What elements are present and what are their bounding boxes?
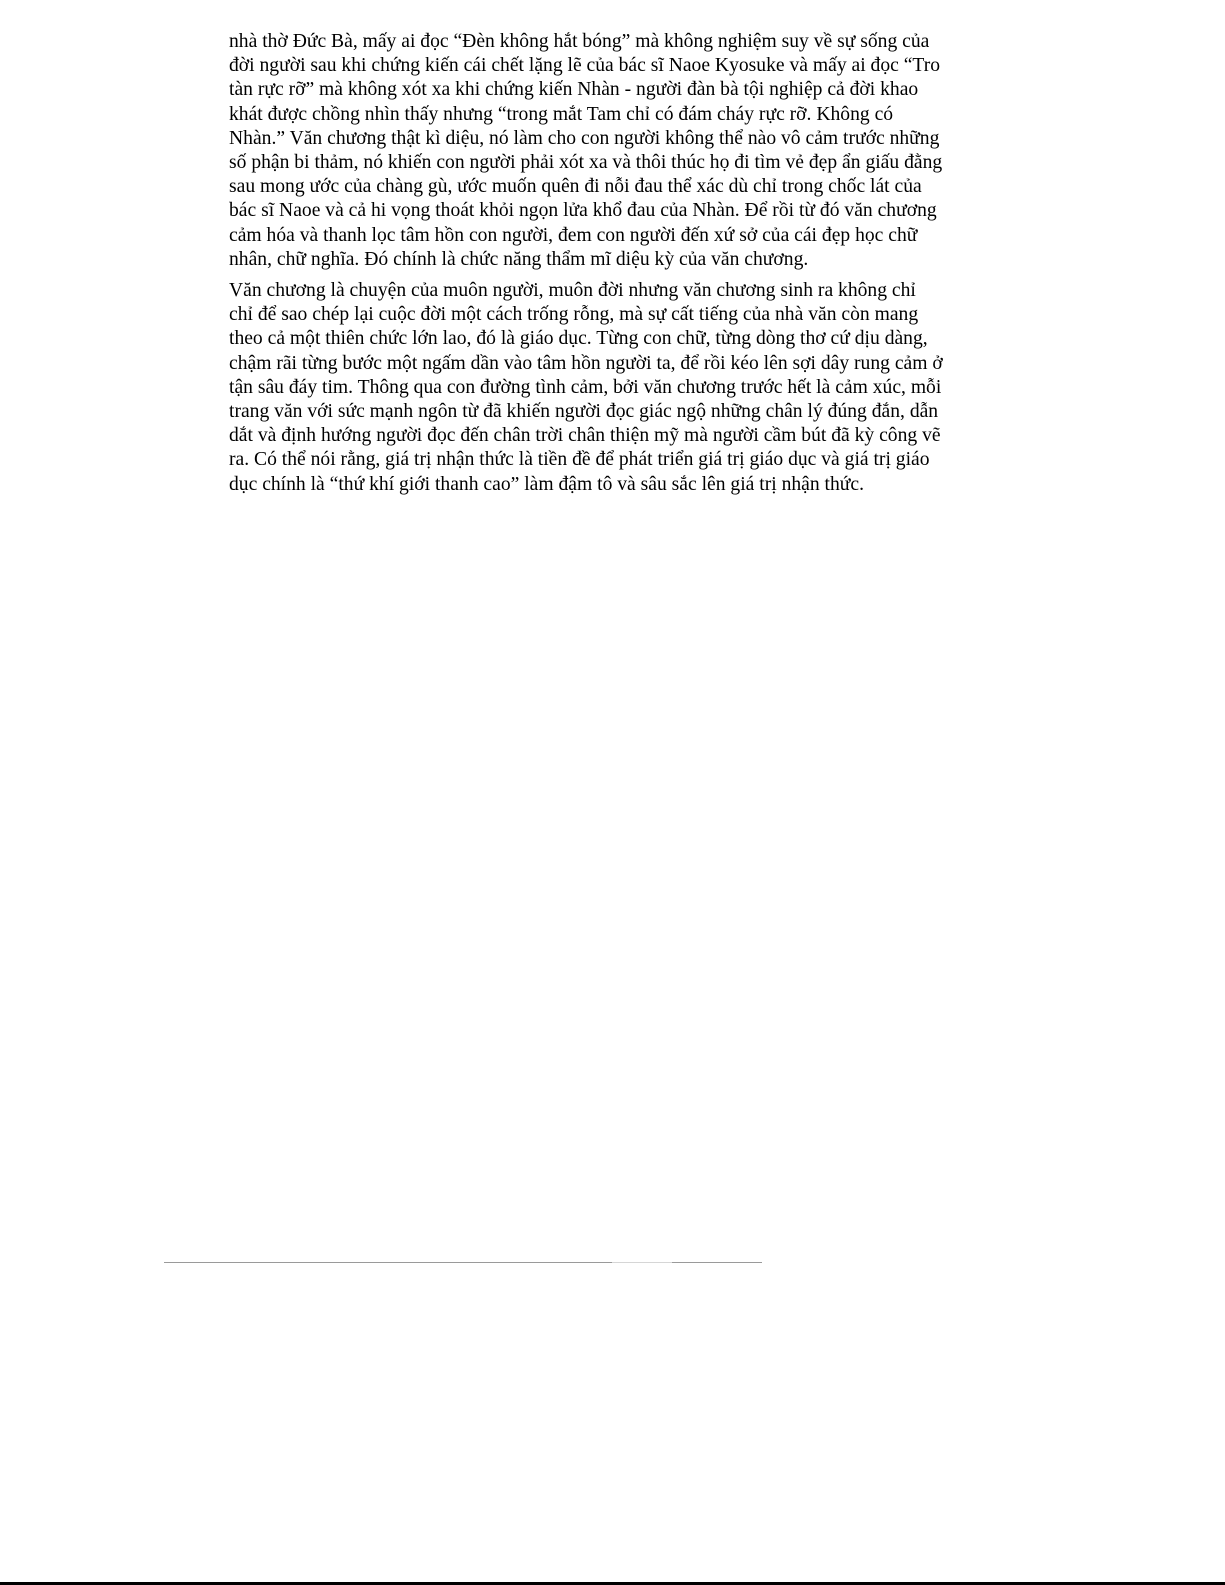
footnote-separator — [164, 1262, 762, 1263]
text-line: tận sâu đáy tim. Thông qua con đường tình cảm, bởi văn chương trước hết là cảm xúc, mỗi — [229, 376, 942, 398]
text-line: Văn chương là chuyện của muôn người, muôn đời nhưng văn chương sinh ra không chỉ — [229, 280, 916, 302]
text-line: ra. Có thể nói rằng, giá trị nhận thức là tiền đề để phát triển giá trị giáo dục và giá trị giáo — [229, 449, 930, 471]
text-line: đời người sau khi chứng kiến cái chết lặng lẽ của bác sĩ Naoe Kyosuke và mấy ai đọc “Tro — [229, 55, 941, 77]
text-line: khát được chồng nhìn thấy nhưng “trong mắt Tam chỉ có đám cháy rực rỡ. Không có — [229, 103, 894, 125]
text-line: dắt và định hướng người đọc đến chân trời chân thiện mỹ mà người cầm bút đã kỳ công vẽ — [229, 425, 941, 447]
text-line: trang văn với sức mạnh ngôn từ đã khiến người đọc giác ngộ những chân lý đúng đắn, dẫn — [229, 401, 939, 423]
text-line: nhân, chữ nghĩa. Đó chính là chức năng thẩm mĩ diệu kỳ của văn chương. — [229, 248, 809, 270]
text-line: bác sĩ Naoe và cả hi vọng thoát khỏi ngọn lửa khổ đau của Nhàn. Để rồi từ đó văn chương — [229, 200, 937, 222]
body-paragraph-2 — [229, 279, 1007, 497]
text-line: sau mong ước của chàng gù, ước muốn quên đi nỗi đau thể xác dù chỉ trong chốc lát của — [229, 176, 922, 198]
page-body — [229, 30, 1007, 504]
body-paragraph-1 — [229, 30, 1007, 272]
text-line: theo cả một thiên chức lớn lao, đó là giáo dục. Từng con chữ, từng dòng thơ cứ dịu dàng, — [229, 328, 928, 350]
separator-gap — [612, 1261, 672, 1264]
text-line: nhà thờ Đức Bà, mấy ai đọc “Đèn không hắt bóng” mà không nghiệm suy về sự sống của — [229, 31, 930, 52]
text-line: chỉ để sao chép lại cuộc đời một cách trống rỗng, mà sự cất tiếng của nhà văn còn mang — [229, 304, 919, 326]
text-line: số phận bi thảm, nó khiến con người phải xót xa và thôi thúc họ đi tìm vẻ đẹp ẩn giấu đằng — [229, 152, 943, 174]
text-line: tàn rực rỡ” mà không xót xa khi chứng kiến Nhàn - người đàn bà tội nghiệp cả đời khao — [229, 79, 919, 101]
text-line: chậm rãi từng bước một ngấm dần vào tâm hồn người ta, để rồi kéo lên sợi dây rung cảm ở — [229, 352, 943, 374]
text-line: Nhàn.” Văn chương thật kì diệu, nó làm cho con người không thể nào vô cảm trước những — [229, 127, 940, 149]
text-line: cảm hóa và thanh lọc tâm hồn con người, đem con người đến xứ sở của cái đẹp học chữ — [229, 224, 918, 246]
text-line: dục chính là “thứ khí giới thanh cao” làm đậm tô và sâu sắc lên giá trị nhận thức. — [229, 473, 865, 495]
